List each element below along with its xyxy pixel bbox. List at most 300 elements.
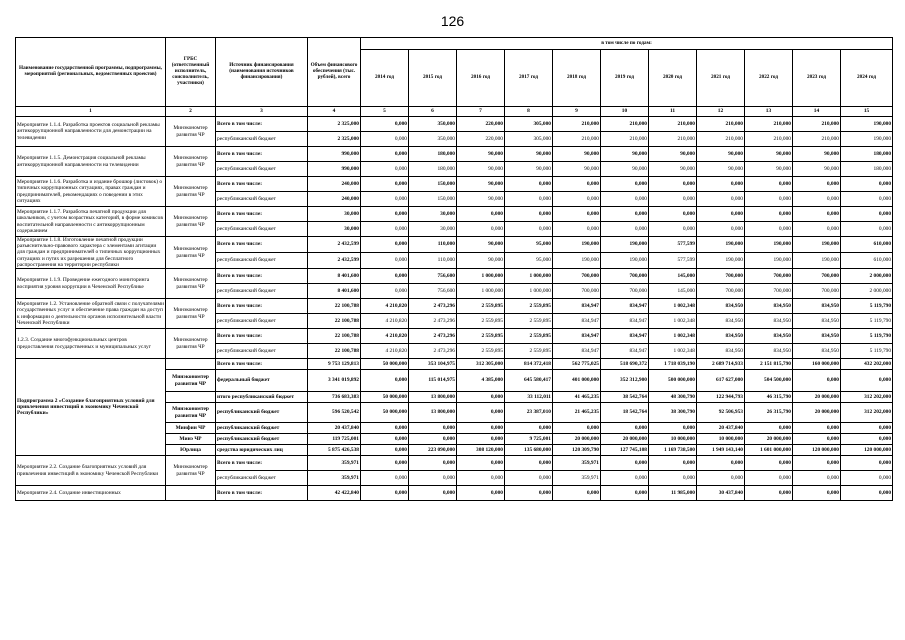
- year-amount: 115 014,975: [409, 370, 457, 392]
- year-amount: 617 627,000: [697, 370, 745, 392]
- year-amount: 834,947: [553, 314, 601, 329]
- year-amount: 0,000: [361, 207, 409, 222]
- year-amount: 0,000: [745, 423, 793, 434]
- year-amount: 834,947: [601, 314, 649, 329]
- year-amount: 0,000: [409, 456, 457, 471]
- year-amount: 2 473,296: [409, 299, 457, 314]
- year-amount: 135 680,000: [505, 445, 553, 456]
- year-amount: 834,950: [793, 299, 841, 314]
- header-year: 2017 год: [505, 50, 553, 107]
- year-amount: 0,000: [361, 284, 409, 299]
- year-amount: 2 559,895: [505, 299, 553, 314]
- funding-source: республиканский бюджет: [216, 253, 308, 269]
- year-amount: 834,950: [745, 299, 793, 314]
- column-number: 5: [361, 107, 409, 117]
- year-amount: 359,971: [553, 456, 601, 471]
- year-amount: 305,000: [505, 117, 553, 132]
- year-amount: 834,947: [553, 329, 601, 344]
- year-amount: 30 437,840: [697, 486, 745, 501]
- year-amount: 0,000: [361, 237, 409, 253]
- year-amount: 20 000,000: [745, 434, 793, 445]
- year-amount: 0,000: [793, 456, 841, 471]
- year-amount: 0,000: [601, 192, 649, 207]
- year-amount: 0,000: [601, 471, 649, 486]
- year-amount: 0,000: [793, 370, 841, 392]
- year-amount: 2 559,895: [457, 314, 505, 329]
- header-grbs: ГРБС (ответственный исполнитель, соисполнитель, участники): [166, 38, 216, 107]
- year-amount: 90,000: [793, 147, 841, 162]
- year-amount: 0,000: [505, 207, 553, 222]
- subprogram-name: Подпрограмма 2 «Создание благоприятных условий для привлечения инвестиций в экономику Чеченской Республики»: [16, 359, 166, 456]
- total-amount: 359,971: [308, 456, 361, 471]
- year-amount: 0,000: [601, 486, 649, 501]
- total-amount: 30,000: [308, 222, 361, 237]
- year-amount: 2 689 714,933: [697, 359, 745, 370]
- year-amount: 2 559,895: [457, 344, 505, 359]
- year-amount: 190,000: [841, 117, 893, 132]
- year-amount: 0,000: [361, 423, 409, 434]
- year-amount: 0,000: [697, 177, 745, 192]
- total-amount: 30,000: [308, 207, 361, 222]
- year-amount: 0,000: [841, 192, 893, 207]
- funding-source: Всего в том числе:: [216, 117, 308, 132]
- year-amount: 110,000: [409, 253, 457, 269]
- year-amount: 0,000: [649, 471, 697, 486]
- year-amount: 0,000: [457, 486, 505, 501]
- funding-source: Всего в том числе:: [216, 359, 308, 370]
- year-amount: 610,000: [841, 237, 893, 253]
- year-amount: 359,971: [553, 471, 601, 486]
- year-amount: 210,000: [745, 132, 793, 147]
- year-amount: 305,000: [505, 132, 553, 147]
- year-amount: 0,000: [841, 486, 893, 501]
- year-amount: 0,000: [841, 177, 893, 192]
- year-amount: 95,000: [505, 237, 553, 253]
- measure-name: Мероприятие 1.1.9. Проведение ежегодного мониторинга восприятия уровня коррупции в Чеченской Республике: [16, 269, 166, 299]
- year-amount: 0,000: [793, 486, 841, 501]
- year-amount: 13 800,000: [409, 403, 457, 423]
- year-amount: 0,000: [361, 486, 409, 501]
- year-amount: 21 465,235: [553, 403, 601, 423]
- year-amount: 834,950: [697, 329, 745, 344]
- year-amount: 1 718 039,190: [649, 359, 697, 370]
- grbs: Минфин ЧР: [166, 423, 216, 434]
- header-total: Объем финансового обеспечения (тыс. рублей), всего: [308, 38, 361, 107]
- year-amount: 180,000: [409, 162, 457, 177]
- year-amount: 1 169 738,500: [649, 445, 697, 456]
- year-amount: 700,000: [793, 284, 841, 299]
- year-amount: 1 002,348: [649, 329, 697, 344]
- header-year: 2014 год: [361, 50, 409, 107]
- header-year: 2021 год: [697, 50, 745, 107]
- year-amount: 0,000: [649, 222, 697, 237]
- year-amount: 90,000: [553, 147, 601, 162]
- year-amount: 110,000: [409, 237, 457, 253]
- total-amount: 22 100,788: [308, 329, 361, 344]
- year-amount: 0,000: [745, 486, 793, 501]
- year-amount: 210,000: [793, 132, 841, 147]
- year-amount: 700,000: [601, 269, 649, 284]
- year-amount: 90,000: [649, 162, 697, 177]
- year-amount: 0,000: [697, 222, 745, 237]
- year-amount: 834,950: [697, 299, 745, 314]
- header-year: 2015 год: [409, 50, 457, 107]
- measure-name: Мероприятие 2.4. Создание инвестиционных: [16, 486, 166, 501]
- column-number: 15: [841, 107, 893, 117]
- year-amount: 834,950: [745, 344, 793, 359]
- year-amount: 834,950: [745, 314, 793, 329]
- funding-source: республиканский бюджет: [216, 423, 308, 434]
- year-amount: 312 202,000: [841, 403, 893, 423]
- year-amount: 33 112,011: [505, 392, 553, 403]
- year-amount: 834,950: [793, 344, 841, 359]
- year-amount: 20 437,840: [697, 423, 745, 434]
- year-amount: 700,000: [793, 269, 841, 284]
- year-amount: 0,000: [361, 471, 409, 486]
- year-amount: 2 473,296: [409, 344, 457, 359]
- year-amount: 0,000: [841, 423, 893, 434]
- table-row: [16, 329, 893, 344]
- measure-name: Мероприятие 1.1.5. Демонстрация социальной рекламы антикоррупционной направленности на телевидении: [16, 147, 166, 177]
- column-number: 7: [457, 107, 505, 117]
- year-amount: 0,000: [361, 147, 409, 162]
- table-row: [16, 237, 893, 253]
- year-amount: 0,000: [601, 207, 649, 222]
- year-amount: 0,000: [457, 456, 505, 471]
- year-amount: 700,000: [553, 284, 601, 299]
- header-year: 2023 год: [793, 50, 841, 107]
- year-amount: 0,000: [793, 207, 841, 222]
- year-amount: 90,000: [457, 253, 505, 269]
- page-number: 126: [440, 13, 465, 29]
- year-amount: 1 000,000: [505, 269, 553, 284]
- year-amount: 756,600: [409, 269, 457, 284]
- grbs: [166, 359, 216, 370]
- year-amount: 90,000: [649, 147, 697, 162]
- year-amount: 223 090,000: [409, 445, 457, 456]
- year-amount: 2 559,895: [505, 314, 553, 329]
- year-amount: 0,000: [457, 222, 505, 237]
- year-amount: 190,000: [697, 253, 745, 269]
- year-amount: 18 542,764: [601, 403, 649, 423]
- grbs: Минэ ЧР: [166, 434, 216, 445]
- year-amount: 834,950: [697, 344, 745, 359]
- year-amount: 210,000: [649, 117, 697, 132]
- year-amount: 190,000: [841, 132, 893, 147]
- year-amount: 0,000: [601, 222, 649, 237]
- year-amount: 0,000: [793, 434, 841, 445]
- year-amount: 700,000: [745, 269, 793, 284]
- header-incl-years: в том числе по годам:: [361, 38, 893, 50]
- year-amount: 0,000: [745, 207, 793, 222]
- total-amount: 5 875 426,538: [308, 445, 361, 456]
- grbs: Минэкономтер развития ЧР: [166, 403, 216, 423]
- year-amount: 90,000: [505, 147, 553, 162]
- year-amount: 2 000,000: [841, 284, 893, 299]
- column-number: 12: [697, 107, 745, 117]
- year-amount: 90,000: [457, 147, 505, 162]
- year-amount: 0,000: [697, 471, 745, 486]
- year-amount: 2 151 815,790: [745, 359, 793, 370]
- year-amount: 2 473,296: [409, 314, 457, 329]
- year-amount: 0,000: [601, 423, 649, 434]
- total-amount: 2 432,599: [308, 237, 361, 253]
- measure-name: Мероприятие 1.1.6. Разработка и издание брошюр (листовок) о типичных коррупционных ситуациях, правах граждан и предпринимателей, рекомендациях о поведении в этих ситуациях: [16, 177, 166, 207]
- table-row: [16, 177, 893, 192]
- year-amount: 834,947: [601, 344, 649, 359]
- year-amount: 432 202,000: [841, 359, 893, 370]
- column-number: 9: [553, 107, 601, 117]
- total-amount: 2 325,000: [308, 132, 361, 147]
- table-row: [16, 269, 893, 284]
- total-amount: 119 725,001: [308, 434, 361, 445]
- year-amount: 700,000: [601, 284, 649, 299]
- year-amount: 95,000: [505, 253, 553, 269]
- year-amount: 26 315,790: [745, 403, 793, 423]
- year-amount: 0,000: [505, 177, 553, 192]
- year-amount: 38 300,790: [649, 403, 697, 423]
- column-number: 13: [745, 107, 793, 117]
- year-amount: 190,000: [553, 237, 601, 253]
- year-amount: 0,000: [841, 471, 893, 486]
- header-source: Источник финансирования (наименования источников финансирования): [216, 38, 308, 107]
- funding-source: республиканский бюджет: [216, 284, 308, 299]
- year-amount: 0,000: [361, 434, 409, 445]
- year-amount: 5 119,790: [841, 314, 893, 329]
- year-amount: 120 000,000: [841, 445, 893, 456]
- year-amount: 0,000: [553, 192, 601, 207]
- year-amount: 312 305,000: [457, 359, 505, 370]
- year-amount: 0,000: [409, 486, 457, 501]
- year-amount: 92 506,953: [697, 403, 745, 423]
- measure-name: Мероприятие 1.1.8. Изготовление печатной продукции разъяснительно-правового характера с элементами агитации для граждан и предпринимателей о типичных коррупционных ситуациях и путях их разрешения для бесплатного распространения на территории республики: [16, 237, 166, 269]
- funding-source: Всего в том числе:: [216, 207, 308, 222]
- measure-name: 1.2.3. Создание многофункциональных центров предоставления государственных и муниципальных услуг: [16, 329, 166, 359]
- year-amount: 0,000: [361, 177, 409, 192]
- year-amount: 30,000: [409, 207, 457, 222]
- year-amount: 308 120,000: [457, 445, 505, 456]
- year-amount: 9 725,001: [505, 434, 553, 445]
- funding-source: республиканский бюджет: [216, 344, 308, 359]
- total-amount: 359,971: [308, 471, 361, 486]
- year-amount: 0,000: [361, 222, 409, 237]
- funding-source: Всего в том числе:: [216, 456, 308, 471]
- year-amount: 700,000: [697, 284, 745, 299]
- year-amount: 180,000: [841, 147, 893, 162]
- year-amount: 48 300,790: [649, 392, 697, 403]
- grbs: Минэкономтер развития ЧР: [166, 207, 216, 237]
- year-amount: 90,000: [745, 147, 793, 162]
- year-amount: 190,000: [793, 237, 841, 253]
- year-amount: 4 210,820: [361, 344, 409, 359]
- table-row: [16, 299, 893, 314]
- year-amount: 1 000,000: [457, 284, 505, 299]
- total-amount: 990,000: [308, 162, 361, 177]
- funding-source: средства юридических лиц: [216, 445, 308, 456]
- funding-source: республиканский бюджет: [216, 434, 308, 445]
- total-amount: 20 437,840: [308, 423, 361, 434]
- year-amount: 834,950: [697, 314, 745, 329]
- year-amount: 145,000: [649, 284, 697, 299]
- year-amount: 90,000: [601, 162, 649, 177]
- year-amount: 1 002,348: [649, 299, 697, 314]
- year-amount: 350,000: [409, 117, 457, 132]
- year-amount: 0,000: [361, 370, 409, 392]
- year-amount: 210,000: [697, 132, 745, 147]
- year-amount: 180,000: [841, 162, 893, 177]
- year-amount: 0,000: [553, 486, 601, 501]
- year-amount: 700,000: [553, 269, 601, 284]
- funding-source: Всего в том числе:: [216, 177, 308, 192]
- grbs: Минэкономтер развития ЧР: [166, 370, 216, 392]
- grbs: Минэкономтер развития ЧР: [166, 117, 216, 147]
- year-amount: 0,000: [601, 456, 649, 471]
- year-amount: 401 000,000: [553, 370, 601, 392]
- year-amount: 4 210,820: [361, 329, 409, 344]
- year-amount: 5 119,790: [841, 329, 893, 344]
- year-amount: 0,000: [649, 207, 697, 222]
- year-amount: 0,000: [361, 445, 409, 456]
- year-amount: 504 500,000: [745, 370, 793, 392]
- year-amount: 120 000,000: [793, 445, 841, 456]
- year-amount: 160 000,000: [793, 359, 841, 370]
- year-amount: 180,000: [409, 147, 457, 162]
- year-amount: 4 210,820: [361, 314, 409, 329]
- year-amount: 0,000: [409, 423, 457, 434]
- year-amount: 90,000: [697, 147, 745, 162]
- total-amount: 240,000: [308, 192, 361, 207]
- year-amount: 50 000,000: [361, 403, 409, 423]
- year-amount: 0,000: [505, 192, 553, 207]
- year-amount: 756,600: [409, 284, 457, 299]
- year-amount: 120 309,790: [553, 445, 601, 456]
- column-number: 14: [793, 107, 841, 117]
- year-amount: 0,000: [457, 471, 505, 486]
- year-amount: 30,000: [409, 222, 457, 237]
- year-amount: 220,000: [457, 117, 505, 132]
- year-amount: 1 000,000: [505, 284, 553, 299]
- measure-name: Мероприятие 1.1.7. Разработка печатной продукции для школьников, с учетом возрастных категорий, в форме комиксов воспитательной направленности с антикоррупционным содержанием: [16, 207, 166, 237]
- year-amount: 0,000: [649, 456, 697, 471]
- funding-source: Всего в том числе:: [216, 237, 308, 253]
- column-number: 11: [649, 107, 697, 117]
- year-amount: 210,000: [649, 132, 697, 147]
- year-amount: 2 559,895: [457, 299, 505, 314]
- total-amount: 736 683,383: [308, 392, 361, 403]
- year-amount: 0,000: [601, 177, 649, 192]
- funding-source: республиканский бюджет: [216, 132, 308, 147]
- funding-source: федеральный бюджет: [216, 370, 308, 392]
- total-amount: 990,000: [308, 147, 361, 162]
- total-amount: 3 341 019,892: [308, 370, 361, 392]
- year-amount: 90,000: [457, 177, 505, 192]
- total-amount: 596 520,542: [308, 403, 361, 423]
- table-row: [16, 207, 893, 222]
- table-row: [16, 147, 893, 162]
- year-amount: 20 000,000: [793, 392, 841, 403]
- year-amount: 150,000: [409, 192, 457, 207]
- year-amount: 1 002,348: [649, 344, 697, 359]
- year-amount: 577,599: [649, 237, 697, 253]
- year-amount: 0,000: [841, 456, 893, 471]
- year-amount: 0,000: [361, 456, 409, 471]
- grbs: Минэкономтер развития ЧР: [166, 456, 216, 486]
- table-row: [16, 456, 893, 471]
- year-amount: 0,000: [553, 222, 601, 237]
- table-row: [16, 486, 893, 501]
- year-amount: 90,000: [793, 162, 841, 177]
- year-amount: 210,000: [601, 132, 649, 147]
- year-amount: 0,000: [841, 370, 893, 392]
- column-number: 8: [505, 107, 553, 117]
- grbs: [166, 486, 216, 501]
- year-amount: 10 000,000: [649, 434, 697, 445]
- year-amount: 352 312,900: [601, 370, 649, 392]
- year-amount: 0,000: [697, 207, 745, 222]
- year-amount: 210,000: [553, 117, 601, 132]
- column-number: 4: [308, 107, 361, 117]
- year-amount: 38 542,764: [601, 392, 649, 403]
- year-amount: 1 000,000: [457, 269, 505, 284]
- total-amount: 240,000: [308, 177, 361, 192]
- year-amount: 210,000: [697, 117, 745, 132]
- total-amount: 2 432,599: [308, 253, 361, 269]
- year-amount: 0,000: [457, 207, 505, 222]
- header-name: Наименование государственной программы, подпрограммы, мероприятий (региональных, ведомственных проектов): [16, 38, 166, 107]
- year-amount: 834,950: [793, 314, 841, 329]
- year-amount: 500 000,000: [649, 370, 697, 392]
- year-amount: 90,000: [457, 162, 505, 177]
- funding-source: Всего в том числе:: [216, 269, 308, 284]
- year-amount: 1 601 000,000: [745, 445, 793, 456]
- funding-source: Всего в том числе:: [216, 299, 308, 314]
- year-amount: 0,000: [841, 207, 893, 222]
- year-amount: 353 104,975: [409, 359, 457, 370]
- year-amount: 312 202,000: [841, 392, 893, 403]
- year-amount: 5 119,790: [841, 344, 893, 359]
- year-amount: 0,000: [697, 192, 745, 207]
- year-amount: 814 372,418: [505, 359, 553, 370]
- header-year: 2016 год: [457, 50, 505, 107]
- grbs: Минэкономтер развития ЧР: [166, 329, 216, 359]
- grbs: Минэкономтер развития ЧР: [166, 177, 216, 207]
- year-amount: 90,000: [505, 162, 553, 177]
- header-year: 2019 год: [601, 50, 649, 107]
- grbs: [166, 392, 216, 403]
- total-amount: 8 401,600: [308, 269, 361, 284]
- year-amount: 190,000: [793, 253, 841, 269]
- year-amount: 2 473,296: [409, 329, 457, 344]
- year-amount: 190,000: [745, 237, 793, 253]
- funding-source: республиканский бюджет: [216, 222, 308, 237]
- year-amount: 0,000: [505, 486, 553, 501]
- grbs: Минэкономтер развития ЧР: [166, 147, 216, 177]
- year-amount: 0,000: [745, 222, 793, 237]
- funding-source: итого республиканский бюджет: [216, 392, 308, 403]
- year-amount: 210,000: [745, 117, 793, 132]
- year-amount: 5 119,790: [841, 299, 893, 314]
- year-amount: 2 000,000: [841, 269, 893, 284]
- funding-source: Всего в том числе:: [216, 486, 308, 501]
- year-amount: 190,000: [697, 237, 745, 253]
- total-amount: 9 753 129,813: [308, 359, 361, 370]
- year-amount: 2 559,895: [505, 344, 553, 359]
- year-amount: 645 580,417: [505, 370, 553, 392]
- year-amount: 90,000: [457, 237, 505, 253]
- year-amount: 46 315,790: [745, 392, 793, 403]
- column-number: 10: [601, 107, 649, 117]
- year-amount: 2 559,895: [457, 329, 505, 344]
